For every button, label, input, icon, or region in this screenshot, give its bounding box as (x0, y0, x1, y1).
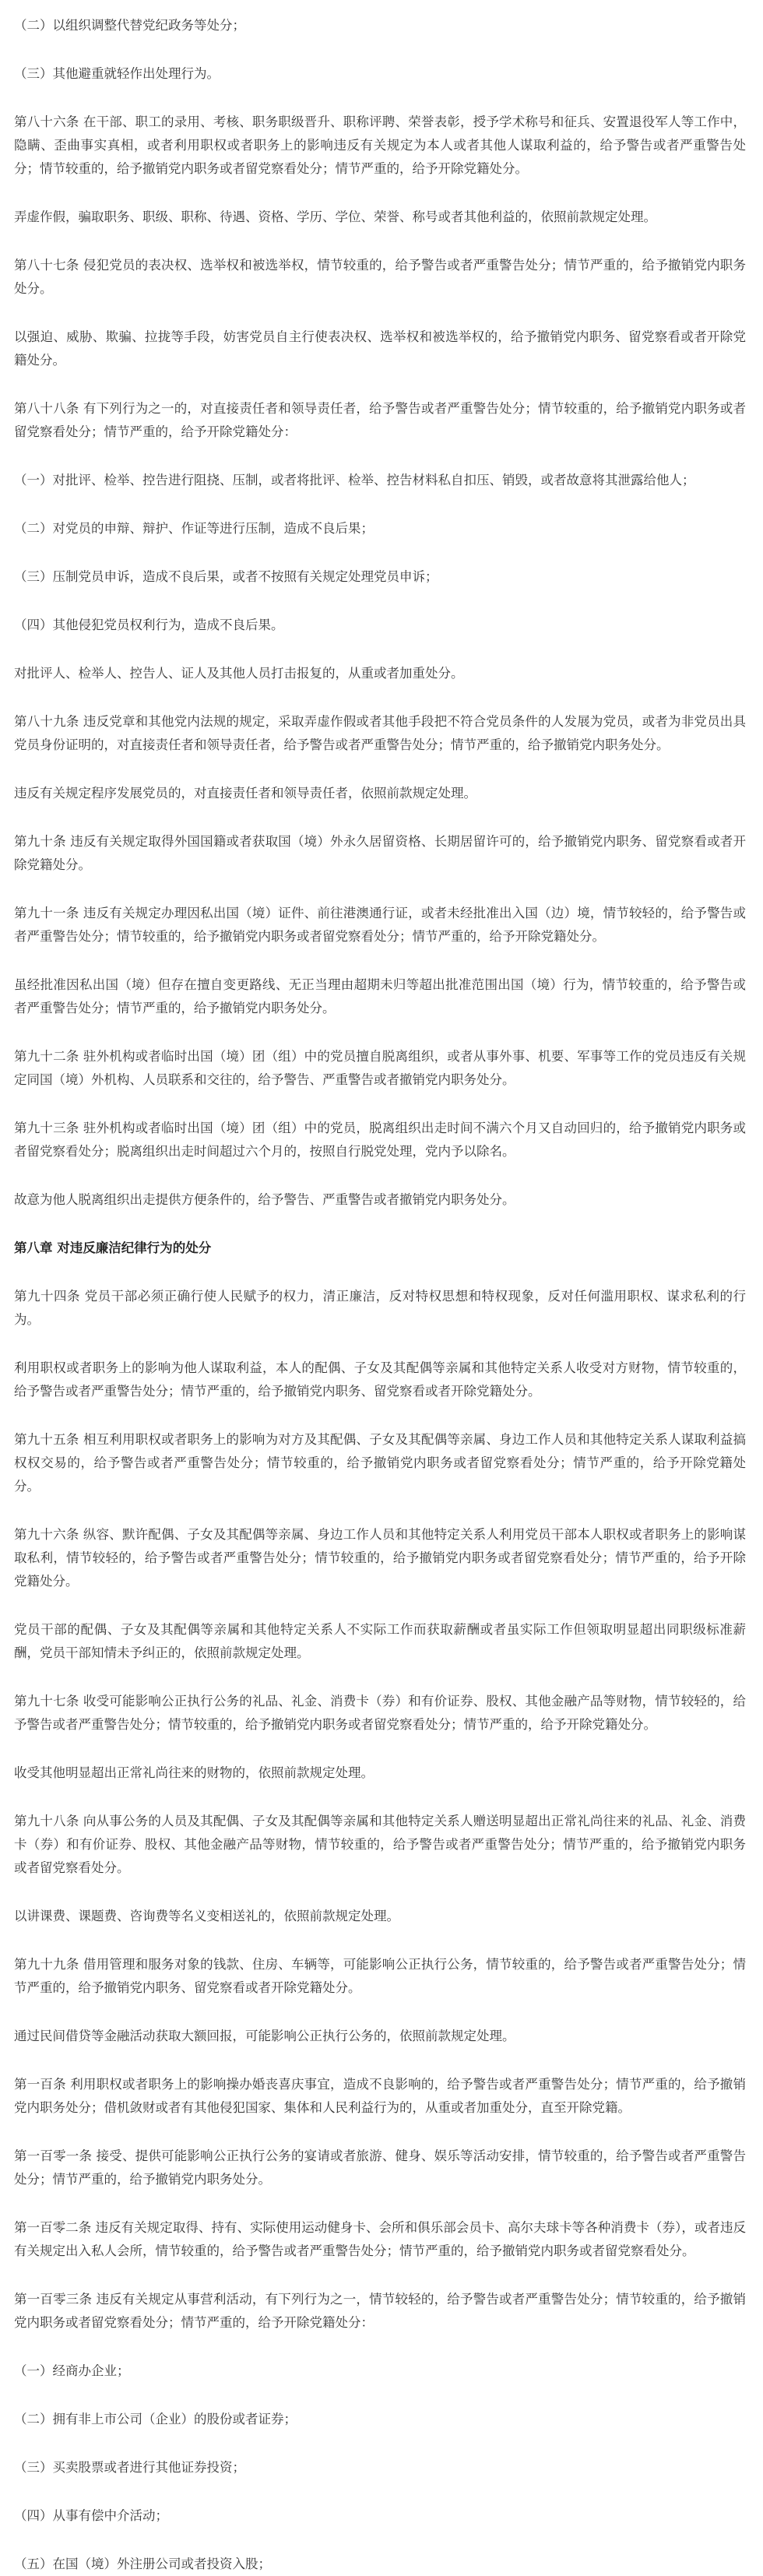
paragraph: （三）买卖股票或者进行其他证券投资； (14, 2460, 245, 2475)
paragraph: 第九十二条 驻外机构或者临时出国（境）团（组）中的党员擅自脱离组织，或者从事外事、机要、军事等工作的党员违反有关规定同国（境）外机构、人员联系和交往的，给予警告、严重警告或者撤销党内职务处分。 (14, 1049, 746, 1087)
paragraph: （四）从事有偿中介活动； (14, 2508, 168, 2523)
paragraph: 故意为他人脱离组织出走提供方便条件的，给予警告、严重警告或者撤销党内职务处分。 (14, 1192, 515, 1207)
paragraph: 以讲课费、课题费、咨询费等名义变相送礼的，依照前款规定处理。 (14, 1909, 399, 1923)
paragraph: （二）拥有非上市公司（企业）的股份或者证券； (14, 2412, 297, 2426)
paragraph: 第九十四条 党员干部必须正确行使人民赋予的权力，清正廉洁，反对特权思想和特权现象，反对任何滥用职权、谋求私利的行为。 (14, 1289, 746, 1327)
paragraph: 弄虚作假，骗取职务、职级、职称、待遇、资格、学历、学位、荣誉、称号或者其他利益的，依照前款规定处理。 (14, 209, 656, 224)
paragraph: 以强迫、威胁、欺骗、拉拢等手段，妨害党员自主行使表决权、选举权和被选举权的，给予撤销党内职务、留党察看或者开除党籍处分。 (14, 329, 746, 368)
paragraph: （三）其他避重就轻作出处理行为。 (14, 66, 220, 81)
paragraph: （三）压制党员申诉，造成不良后果，或者不按照有关规定处理党员申诉； (14, 569, 438, 584)
paragraph: 第九十一条 违反有关规定办理因私出国（境）证件、前往港澳通行证，或者未经批准出入国（边）境，情节较轻的，给予警告或者严重警告处分；情节较重的，给予撤销党内职务或者留党察看处分；情节严重的，给予开除党籍处分。 (14, 906, 746, 944)
paragraph: 对批评人、检举人、控告人、证人及其他人员打击报复的，从重或者加重处分。 (14, 666, 464, 681)
paragraph: （二）对党员的申辩、辩护、作证等进行压制，造成不良后果； (14, 521, 374, 536)
paragraph: 违反有关规定程序发展党员的，对直接责任者和领导责任者，依照前款规定处理。 (14, 786, 476, 801)
paragraph: 收受其他明显超出正常礼尚往来的财物的，依照前款规定处理。 (14, 1765, 374, 1780)
paragraph: 第九十六条 纵容、默许配偶、子女及其配偶等亲属、身边工作人员和其他特定关系人利用党员干部本人职权或者职务上的影响谋取私利，情节较轻的，给予警告或者严重警告处分；情节较重的，给予撤销党内职务或者留党察看处分；情节严重的，给予开除党籍处分。 (14, 1527, 746, 1589)
paragraph: 第一百零二条 违反有关规定取得、持有、实际使用运动健身卡、会所和俱乐部会员卡、高尔夫球卡等各种消费卡（券），或者违反有关规定出入私人会所，情节较重的，给予警告或者严重警告处分；情节严重的，给予撤销党内职务或者留党察看处分。 (14, 2220, 746, 2258)
paragraph: （二）以组织调整代替党纪政务等处分； (14, 18, 245, 33)
paragraph: 第一百条 利用职权或者职务上的影响操办婚丧喜庆事宜，造成不良影响的，给予警告或者严重警告处分；情节严重的，给予撤销党内职务处分；借机敛财或者有其他侵犯国家、集体和人民利益行为的，从重或者加重处分，直至开除党籍。 (14, 2077, 746, 2115)
paragraph: 第八十八条 有下列行为之一的，对直接责任者和领导责任者，给予警告或者严重警告处分；情节较重的，给予撤销党内职务或者留党察看处分；情节严重的，给予开除党籍处分： (14, 401, 746, 439)
paragraph: （五）在国（境）外注册公司或者投资入股； (14, 2557, 271, 2571)
paragraph: 第八十九条 违反党章和其他党内法规的规定，采取弄虚作假或者其他手段把不符合党员条件的人发展为党员，或者为非党员出具党员身份证明的，对直接责任者和领导责任者，给予警告或者严重警告处分；情节严重的，给予撤销党内职务处分。 (14, 714, 746, 752)
paragraph: （一）经商办企业； (14, 2363, 130, 2378)
paragraph: 第八十七条 侵犯党员的表决权、选举权和被选举权，情节较重的，给予警告或者严重警告处分；情节严重的，给予撤销党内职务处分。 (14, 258, 746, 296)
paragraph: 第一百零三条 违反有关规定从事营利活动，有下列行为之一，情节较轻的，给予警告或者严重警告处分；情节较重的，给予撤销党内职务或者留党察看处分；情节严重的，给予开除党籍处分： (14, 2292, 746, 2330)
paragraph: 第九十五条 相互利用职权或者职务上的影响为对方及其配偶、子女及其配偶等亲属、身边工作人员和其他特定关系人谋取利益搞权权交易的，给予警告或者严重警告处分；情节较重的，给予撤销党内职务或者留党察看处分；情节严重的，给予开除党籍处分。 (14, 1432, 746, 1494)
paragraph: 通过民间借贷等金融活动获取大额回报，可能影响公正执行公务的，依照前款规定处理。 (14, 2029, 515, 2043)
paragraph: 第九十八条 向从事公务的人员及其配偶、子女及其配偶等亲属和其他特定关系人赠送明显超出正常礼尚往来的礼品、礼金、消费卡（券）和有价证券、股权、其他金融产品等财物，情节较重的，给予警告或者严重警告处分；情节严重的，给予撤销党内职务或者留党察看处分。 (14, 1814, 746, 1875)
paragraph: 党员干部的配偶、子女及其配偶等亲属和其他特定关系人不实际工作而获取薪酬或者虽实际工作但领取明显超出同职级标准薪酬，党员干部知情未予纠正的，依照前款规定处理。 (14, 1622, 746, 1660)
paragraph: 第八十六条 在干部、职工的录用、考核、职务职级晋升、职称评聘、荣誉表彰，授予学术称号和征兵、安置退役军人等工作中，隐瞒、歪曲事实真相，或者利用职权或者职务上的影响违反有关规定为本人或者其他人谋取利益的，给予警告或者严重警告处分；情节较重的，给予撤销党内职务或者留党察看处分；情节严重的，给予开除党籍处分。 (14, 114, 746, 176)
paragraph: 第九十七条 收受可能影响公正执行公务的礼品、礼金、消费卡（券）和有价证券、股权、其他金融产品等财物，情节较轻的，给予警告或者严重警告处分；情节较重的，给予撤销党内职务或者留党察看处分；情节严重的，给予开除党籍处分。 (14, 1694, 746, 1732)
chapter-heading: 第八章 对违反廉洁纪律行为的处分 (14, 1240, 212, 1255)
paragraph: （一）对批评、检举、控告进行阻挠、压制，或者将批评、检举、控告材料私自扣压、销毁，或者故意将其泄露给他人； (14, 473, 695, 487)
paragraph: 利用职权或者职务上的影响为他人谋取利益，本人的配偶、子女及其配偶等亲属和其他特定关系人收受对方财物，情节较重的，给予警告或者严重警告处分；情节严重的，给予撤销党内职务、留党察看或者开除党籍处分。 (14, 1360, 746, 1399)
paragraph: 第九十三条 驻外机构或者临时出国（境）团（组）中的党员，脱离组织出走时间不满六个月又自动回归的，给予撤销党内职务或者留党察看处分；脱离组织出走时间超过六个月的，按照自行脱党处理，党内予以除名。 (14, 1121, 746, 1159)
paragraph: 第九十条 违反有关规定取得外国国籍或者获取国（境）外永久居留资格、长期居留许可的，给予撤销党内职务、留党察看或者开除党籍处分。 (14, 834, 746, 872)
paragraph: 第一百零一条 接受、提供可能影响公正执行公务的宴请或者旅游、健身、娱乐等活动安排，情节较重的，给予警告或者严重警告处分；情节严重的，给予撤销党内职务处分。 (14, 2148, 746, 2187)
paragraph: 虽经批准因私出国（境）但存在擅自变更路线、无正当理由超期未归等超出批准范围出国（境）行为，情节较重的，给予警告或者严重警告处分；情节严重的，给予撤销党内职务处分。 (14, 977, 746, 1015)
paragraph: 第九十九条 借用管理和服务对象的钱款、住房、车辆等，可能影响公正执行公务，情节较重的，给予警告或者严重警告处分；情节严重的，给予撤销党内职务、留党察看或者开除党籍处分。 (14, 1957, 746, 1995)
paragraph: （四）其他侵犯党员权利行为，造成不良后果。 (14, 618, 284, 632)
